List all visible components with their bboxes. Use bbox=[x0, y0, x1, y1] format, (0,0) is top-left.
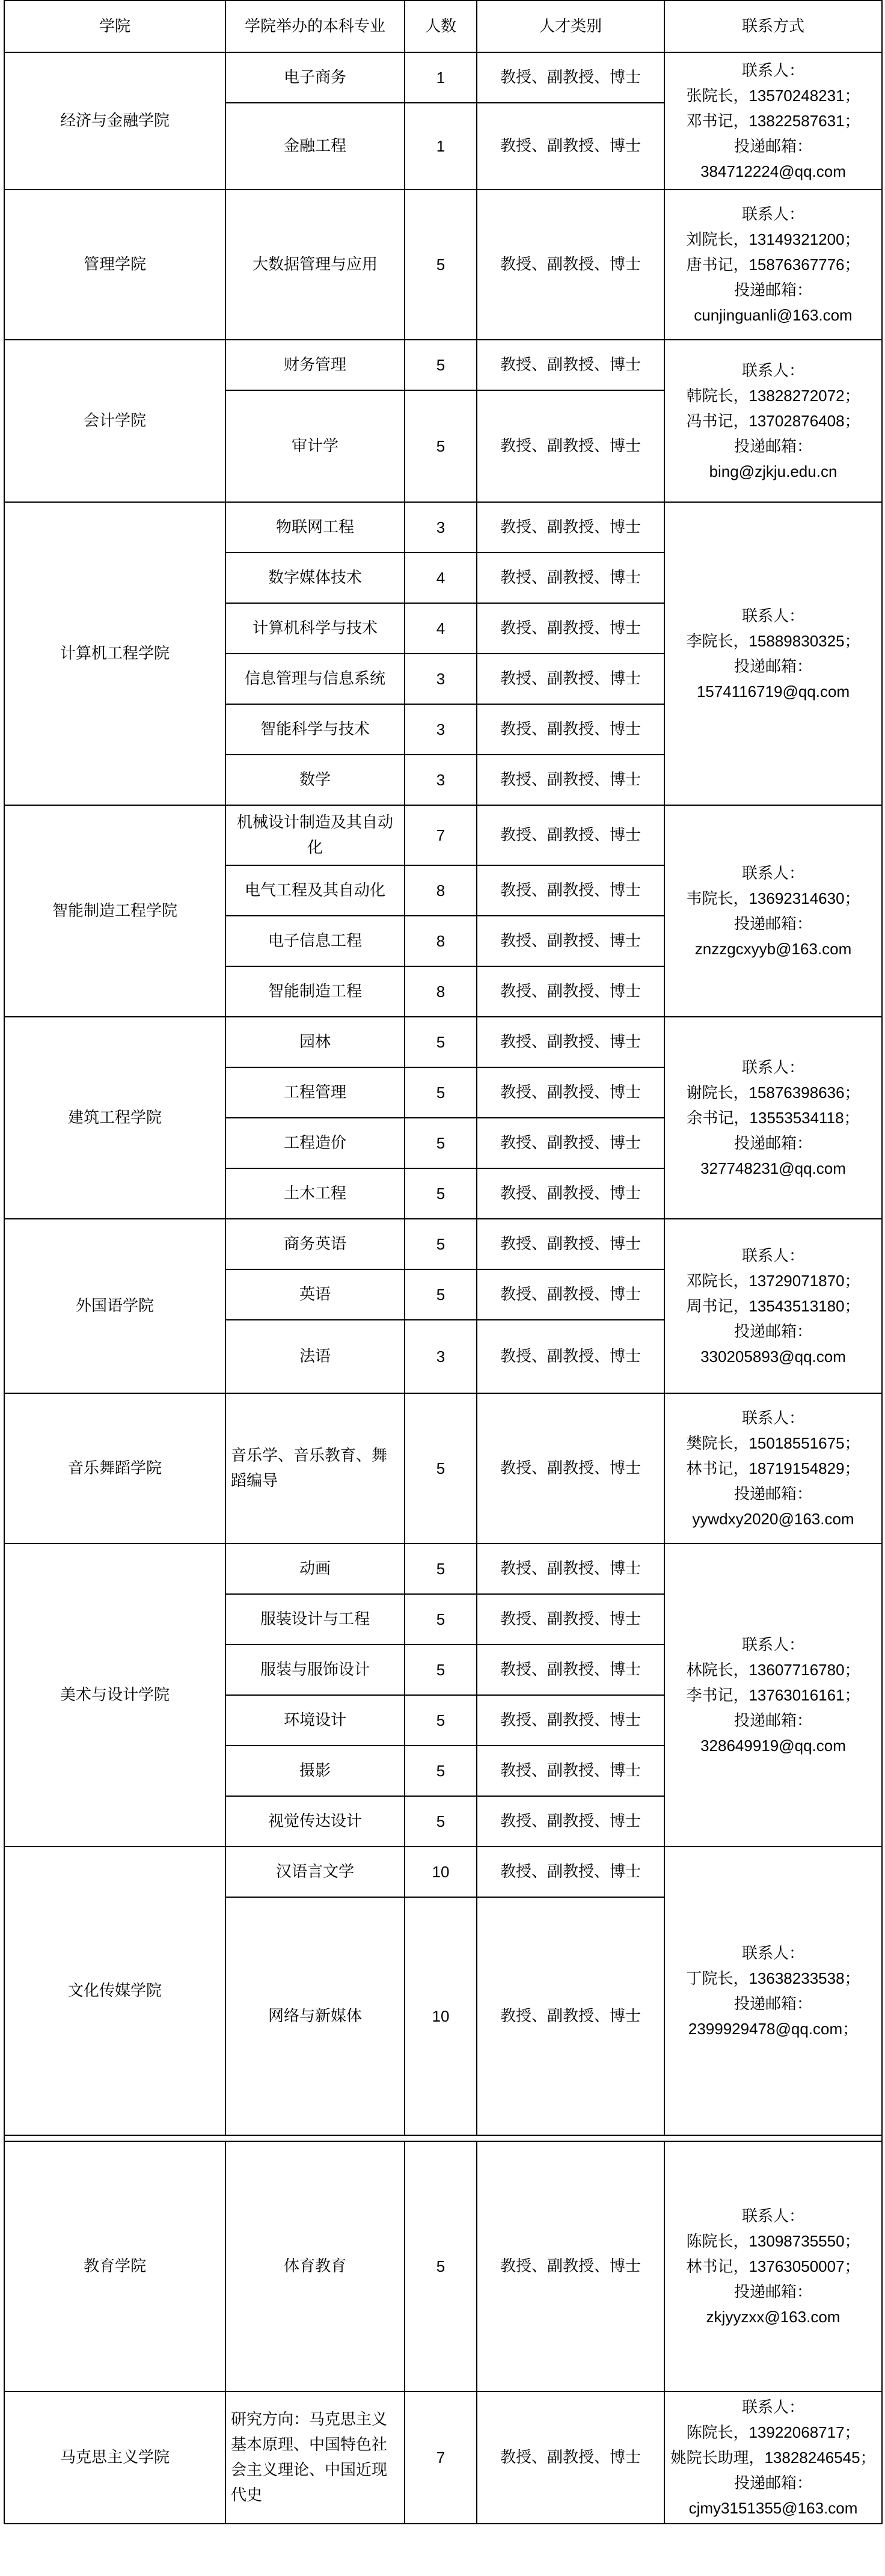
talent-category-cell: 教授、副教授、博士 bbox=[477, 1847, 664, 1897]
college-name-cell: 音乐舞蹈学院 bbox=[4, 1393, 225, 1544]
talent-category-cell: 教授、副教授、博士 bbox=[477, 502, 664, 553]
contact-line: 投递邮箱： bbox=[733, 657, 812, 675]
talent-category-cell: 教授、副教授、博士 bbox=[477, 103, 664, 189]
contact-label: 联系人： bbox=[741, 1944, 804, 1962]
talent-category-cell: 教授、副教授、博士 bbox=[477, 1219, 664, 1269]
headcount-cell: 3 bbox=[405, 502, 477, 553]
headcount-cell: 10 bbox=[405, 1847, 477, 1897]
headcount-cell: 3 bbox=[405, 654, 477, 704]
major-name-cell: 数学 bbox=[225, 755, 405, 805]
headcount-cell: 5 bbox=[405, 1645, 477, 1695]
talent-category-cell: 教授、副教授、博士 bbox=[477, 1544, 664, 1594]
talent-category-cell: 教授、副教授、博士 bbox=[477, 52, 664, 103]
contact-line: 韩院长，13828272072； bbox=[686, 387, 860, 405]
page-break-gap bbox=[4, 2135, 882, 2141]
headcount-cell: 5 bbox=[405, 390, 477, 502]
talent-category-cell: 教授、副教授、博士 bbox=[477, 189, 664, 340]
headcount-cell: 5 bbox=[405, 1219, 477, 1269]
talent-category-cell: 教授、副教授、博士 bbox=[477, 1746, 664, 1796]
major-name-cell: 电气工程及其自动化 bbox=[225, 865, 405, 916]
contact-cell bbox=[664, 1219, 882, 1393]
headcount-cell: 5 bbox=[405, 2141, 477, 2391]
contact-label: 联系人： bbox=[741, 607, 804, 625]
talent-category-cell: 教授、副教授、博士 bbox=[477, 805, 664, 865]
contact-line: 陈院长，13922068717； bbox=[686, 2423, 860, 2441]
headcount-cell: 5 bbox=[405, 1168, 477, 1219]
talent-category-cell: 教授、副教授、博士 bbox=[477, 1320, 664, 1393]
contact-email[interactable]: 1574116719@qq.com bbox=[696, 682, 850, 701]
headcount-cell: 4 bbox=[405, 603, 477, 654]
major-name-cell: 电子商务 bbox=[225, 52, 405, 103]
major-name-cell: 审计学 bbox=[225, 390, 405, 502]
talent-category-cell: 教授、副教授、博士 bbox=[477, 2391, 664, 2524]
contact-line: 投递邮箱： bbox=[733, 1485, 812, 1503]
header-category: 人才类别 bbox=[477, 1, 664, 52]
contact-cell bbox=[664, 502, 882, 805]
headcount-cell: 5 bbox=[405, 1017, 477, 1067]
contact-label: 联系人： bbox=[741, 361, 804, 379]
contact-email[interactable]: cunjinguanli@163.com bbox=[694, 306, 853, 324]
contact-cell bbox=[664, 189, 882, 340]
table-row bbox=[4, 1393, 882, 1544]
talent-category-cell: 教授、副教授、博士 bbox=[477, 1067, 664, 1118]
recruitment-table bbox=[4, 0, 883, 2524]
contact-line: 投递邮箱： bbox=[733, 1134, 812, 1152]
major-name-cell: 环境设计 bbox=[225, 1695, 405, 1746]
major-name-cell: 体育教育 bbox=[225, 2141, 405, 2391]
contact-line: 林院长，13607716780； bbox=[686, 1661, 860, 1679]
headcount-cell: 7 bbox=[405, 805, 477, 865]
college-name-cell: 管理学院 bbox=[4, 189, 225, 340]
contact-line: 投递邮箱： bbox=[733, 2283, 812, 2301]
table-row bbox=[4, 2391, 882, 2524]
contact-cell bbox=[664, 2391, 882, 2524]
contact-line: 林书记，18719154829； bbox=[686, 1459, 860, 1477]
contact-line: 投递邮箱： bbox=[733, 2474, 812, 2492]
major-name-cell: 财务管理 bbox=[225, 340, 405, 390]
talent-category-cell: 教授、副教授、博士 bbox=[477, 1897, 664, 2135]
headcount-cell: 5 bbox=[405, 1746, 477, 1796]
contact-line: 投递邮箱： bbox=[733, 915, 812, 933]
major-name-cell: 网络与新媒体 bbox=[225, 1897, 405, 2135]
talent-category-cell: 教授、副教授、博士 bbox=[477, 916, 664, 966]
contact-line: 投递邮箱： bbox=[733, 1322, 812, 1340]
talent-category-cell: 教授、副教授、博士 bbox=[477, 1594, 664, 1645]
college-name-cell: 经济与金融学院 bbox=[4, 52, 225, 189]
major-name-cell: 计算机科学与技术 bbox=[225, 603, 405, 654]
headcount-cell: 5 bbox=[405, 1067, 477, 1118]
college-name-cell: 智能制造工程学院 bbox=[4, 805, 225, 1017]
table-row bbox=[4, 1017, 882, 1067]
major-name-cell: 信息管理与信息系统 bbox=[225, 654, 405, 704]
headcount-cell: 8 bbox=[405, 865, 477, 916]
header-majors: 学院举办的本科专业 bbox=[225, 1, 405, 52]
header-college: 学院 bbox=[4, 1, 225, 52]
major-name-cell: 研究方向：马克思主义基本原理、中国特色社会主义理论、中国近现代史 bbox=[225, 2391, 405, 2524]
headcount-cell: 8 bbox=[405, 916, 477, 966]
contact-line: 樊院长，15018551675； bbox=[686, 1434, 860, 1452]
talent-category-cell: 教授、副教授、博士 bbox=[477, 2141, 664, 2391]
college-name-cell: 美术与设计学院 bbox=[4, 1544, 225, 1847]
talent-category-cell: 教授、副教授、博士 bbox=[477, 340, 664, 390]
talent-category-cell: 教授、副教授、博士 bbox=[477, 1695, 664, 1746]
page-break-cell bbox=[4, 2135, 882, 2141]
contact-line: 投递邮箱： bbox=[733, 281, 812, 299]
major-name-cell: 英语 bbox=[225, 1269, 405, 1320]
contact-cell bbox=[664, 340, 882, 502]
header-contact: 联系方式 bbox=[664, 1, 882, 52]
table-row bbox=[4, 805, 882, 865]
talent-category-cell: 教授、副教授、博士 bbox=[477, 1796, 664, 1847]
headcount-cell: 3 bbox=[405, 755, 477, 805]
contact-label: 联系人： bbox=[741, 1247, 804, 1265]
headcount-cell: 1 bbox=[405, 103, 477, 189]
talent-category-cell: 教授、副教授、博士 bbox=[477, 603, 664, 654]
talent-category-cell: 教授、副教授、博士 bbox=[477, 654, 664, 704]
contact-line: 林书记，13763050007； bbox=[686, 2257, 860, 2275]
major-name-cell: 物联网工程 bbox=[225, 502, 405, 553]
headcount-cell: 5 bbox=[405, 340, 477, 390]
headcount-cell: 5 bbox=[405, 1269, 477, 1320]
contact-cell bbox=[664, 1544, 882, 1847]
table-row bbox=[4, 502, 882, 553]
major-name-cell: 机械设计制造及其自动化 bbox=[225, 805, 405, 865]
headcount-cell: 1 bbox=[405, 52, 477, 103]
talent-category-cell: 教授、副教授、博士 bbox=[477, 390, 664, 502]
major-name-cell: 摄影 bbox=[225, 1746, 405, 1796]
contact-line: 姚院长助理，13828246545； bbox=[670, 2449, 876, 2467]
headcount-cell: 5 bbox=[405, 189, 477, 340]
contact-line: 周书记，13543513180； bbox=[686, 1297, 860, 1315]
college-name-cell: 教育学院 bbox=[4, 2141, 225, 2391]
major-name-cell: 金融工程 bbox=[225, 103, 405, 189]
table-row bbox=[4, 1544, 882, 1594]
contact-email[interactable]: 328649919@qq.com bbox=[700, 1737, 846, 1755]
contact-label: 联系人： bbox=[741, 1409, 804, 1427]
contact-email[interactable]: yywdxy2020@163.com bbox=[692, 1510, 854, 1528]
table-row bbox=[4, 52, 882, 103]
table-row bbox=[4, 2141, 882, 2391]
table-row bbox=[4, 189, 882, 340]
contact-line: 投递邮箱： bbox=[733, 1995, 812, 2013]
contact-email[interactable]: znzzgcxyyb@163.com bbox=[694, 940, 852, 958]
headcount-cell: 5 bbox=[405, 1393, 477, 1544]
major-name-cell: 智能制造工程 bbox=[225, 966, 405, 1017]
recruitment-page bbox=[4, 0, 881, 2524]
college-name-cell: 马克思主义学院 bbox=[4, 2391, 225, 2524]
table-row bbox=[4, 1847, 882, 1897]
major-name-cell: 土木工程 bbox=[225, 1168, 405, 1219]
major-name-cell: 服装与服饰设计 bbox=[225, 1645, 405, 1695]
contact-email[interactable]: cjmy3151355@163.com bbox=[688, 2499, 858, 2517]
college-name-cell: 文化传媒学院 bbox=[4, 1847, 225, 2135]
contact-label: 联系人： bbox=[741, 2398, 804, 2416]
major-name-cell: 数字媒体技术 bbox=[225, 553, 405, 603]
table-row bbox=[4, 340, 882, 390]
headcount-cell: 5 bbox=[405, 1796, 477, 1847]
contact-label: 联系人： bbox=[741, 2207, 804, 2225]
headcount-cell: 5 bbox=[405, 1695, 477, 1746]
talent-category-cell: 教授、副教授、博士 bbox=[477, 1645, 664, 1695]
contact-label: 联系人： bbox=[741, 61, 804, 79]
headcount-cell: 5 bbox=[405, 1594, 477, 1645]
headcount-cell: 10 bbox=[405, 1897, 477, 2135]
headcount-cell: 5 bbox=[405, 1118, 477, 1168]
contact-line: 谢院长，15876398636； bbox=[686, 1084, 860, 1102]
college-name-cell: 外国语学院 bbox=[4, 1219, 225, 1393]
contact-cell bbox=[664, 1393, 882, 1544]
contact-cell bbox=[664, 1847, 882, 2135]
contact-label: 联系人： bbox=[741, 1058, 804, 1076]
contact-line: 邓院长，13729071870； bbox=[686, 1272, 860, 1290]
contact-line: 陈院长，13098735550； bbox=[686, 2232, 860, 2250]
college-name-cell: 建筑工程学院 bbox=[4, 1017, 225, 1219]
contact-cell bbox=[664, 805, 882, 1017]
contact-line: 韦院长，13692314630； bbox=[686, 889, 860, 907]
contact-line: 张院长，13570248231； bbox=[686, 87, 860, 105]
contact-cell bbox=[664, 2141, 882, 2391]
contact-cell bbox=[664, 52, 882, 189]
contact-cell bbox=[664, 1017, 882, 1219]
talent-category-cell: 教授、副教授、博士 bbox=[477, 865, 664, 916]
talent-category-cell: 教授、副教授、博士 bbox=[477, 1168, 664, 1219]
contact-line: 投递邮箱： bbox=[733, 1711, 812, 1729]
contact-label: 联系人： bbox=[741, 1636, 804, 1654]
major-name-cell: 商务英语 bbox=[225, 1219, 405, 1269]
contact-line: 李院长，15889830325； bbox=[686, 632, 860, 650]
contact-email[interactable]: bing@zjkju.edu.cn bbox=[709, 462, 838, 480]
talent-category-cell: 教授、副教授、博士 bbox=[477, 1393, 664, 1544]
talent-category-cell: 教授、副教授、博士 bbox=[477, 1269, 664, 1320]
headcount-cell: 3 bbox=[405, 704, 477, 755]
major-name-cell: 智能科学与技术 bbox=[225, 704, 405, 755]
major-name-cell: 工程管理 bbox=[225, 1067, 405, 1118]
major-name-cell: 视觉传达设计 bbox=[225, 1796, 405, 1847]
major-name-cell: 汉语言文学 bbox=[225, 1847, 405, 1897]
major-name-cell: 工程造价 bbox=[225, 1118, 405, 1168]
contact-line: 刘院长，13149321200； bbox=[686, 230, 860, 248]
contact-line: 邓书记，13822587631； bbox=[686, 112, 860, 130]
college-name-cell: 计算机工程学院 bbox=[4, 502, 225, 805]
talent-category-cell: 教授、副教授、博士 bbox=[477, 966, 664, 1017]
major-name-cell: 动画 bbox=[225, 1544, 405, 1594]
headcount-cell: 4 bbox=[405, 553, 477, 603]
contact-line: 投递邮箱： bbox=[733, 137, 812, 155]
major-name-cell: 法语 bbox=[225, 1320, 405, 1393]
contact-email[interactable]: 2399929478@qq.com； bbox=[688, 2020, 859, 2038]
contact-email[interactable]: 330205893@qq.com bbox=[700, 1348, 846, 1366]
headcount-cell: 8 bbox=[405, 966, 477, 1017]
headcount-cell: 7 bbox=[405, 2391, 477, 2524]
talent-category-cell: 教授、副教授、博士 bbox=[477, 553, 664, 603]
header-row bbox=[4, 1, 882, 52]
talent-category-cell: 教授、副教授、博士 bbox=[477, 755, 664, 805]
major-name-cell: 园林 bbox=[225, 1017, 405, 1067]
contact-line: 余书记，13553534118； bbox=[687, 1109, 860, 1127]
contact-line: 李书记，13763016161； bbox=[686, 1686, 860, 1704]
table-row bbox=[4, 1219, 882, 1269]
header-count: 人数 bbox=[405, 1, 477, 52]
contact-email[interactable]: zkjyyzxx@163.com bbox=[706, 2308, 841, 2326]
contact-line: 唐书记，15876367776； bbox=[686, 256, 860, 274]
contact-label: 联系人： bbox=[741, 205, 804, 223]
major-name-cell: 大数据管理与应用 bbox=[225, 189, 405, 340]
contact-email[interactable]: 327748231@qq.com bbox=[700, 1159, 846, 1177]
contact-line: 投递邮箱： bbox=[733, 437, 812, 455]
major-name-cell: 电子信息工程 bbox=[225, 916, 405, 966]
headcount-cell: 3 bbox=[405, 1320, 477, 1393]
major-name-cell: 音乐学、音乐教育、舞蹈编导 bbox=[225, 1393, 405, 1544]
headcount-cell: 5 bbox=[405, 1544, 477, 1594]
talent-category-cell: 教授、副教授、博士 bbox=[477, 1017, 664, 1067]
contact-line: 冯书记，13702876408； bbox=[686, 412, 860, 430]
major-name-cell: 服装设计与工程 bbox=[225, 1594, 405, 1645]
talent-category-cell: 教授、副教授、博士 bbox=[477, 1118, 664, 1168]
college-name-cell: 会计学院 bbox=[4, 340, 225, 502]
contact-email[interactable]: 384712224@qq.com bbox=[700, 162, 846, 180]
contact-label: 联系人： bbox=[741, 864, 804, 882]
talent-category-cell: 教授、副教授、博士 bbox=[477, 704, 664, 755]
contact-line: 丁院长，13638233538； bbox=[686, 1969, 860, 1987]
